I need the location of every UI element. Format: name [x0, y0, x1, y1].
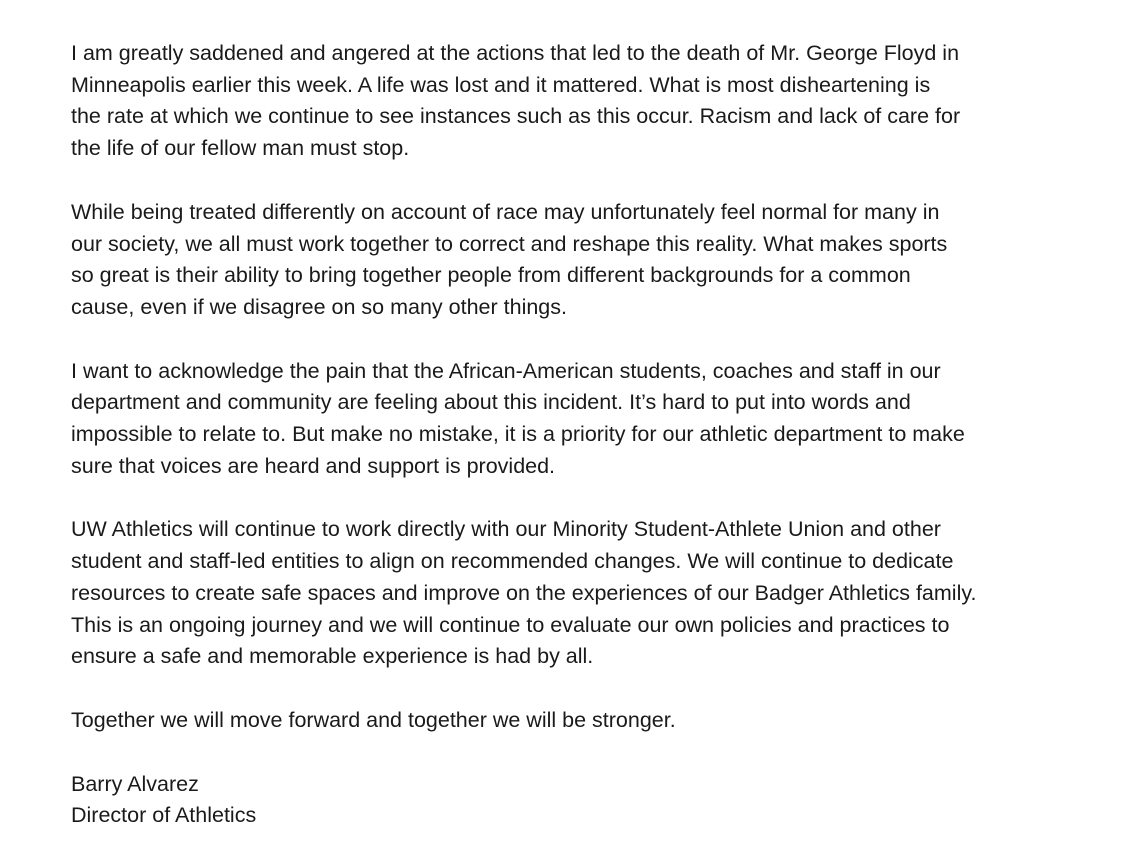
text-line: the life of our fellow man must stop.	[71, 136, 410, 161]
text-line: department and community are feeling about this incident. It’s hard to put into words and	[71, 390, 911, 415]
paragraph-society	[71, 197, 1111, 324]
text-line: I am greatly saddened and angered at the actions that led to the death of Mr. George Floyd in	[71, 41, 960, 65]
signature-title: Director of Athletics	[71, 803, 257, 828]
text-line: sure that voices are heard and support is provided.	[71, 453, 556, 478]
text-line: resources to create safe spaces and improve on the experiences of our Badger Athletics family.	[71, 580, 977, 605]
text-line: While being treated differently on account of race may unfortunately feel normal for many in	[71, 199, 940, 224]
text-line: cause, even if we disagree on so many other things.	[71, 294, 567, 319]
text-line: ensure a safe and memorable experience is had by all.	[71, 644, 594, 669]
text-line: the rate at which we continue to see instances such as this occur. Racism and lack of care for	[71, 104, 961, 129]
paragraph-acknowledgement	[71, 356, 1111, 483]
text-line: our society, we all must work together to correct and reshape this reality. What makes sports	[71, 231, 948, 256]
text-line: UW Athletics will continue to work directly with our Minority Student-Athlete Union and other	[71, 517, 941, 542]
text-line: Minneapolis earlier this week. A life was lost and it mattered. What is most disheartening is	[71, 72, 931, 97]
paragraph-uw-athletics	[71, 514, 1111, 673]
text-line: Together we will move forward and together we will be stronger.	[71, 707, 676, 732]
signature-name: Barry Alvarez	[71, 771, 199, 796]
paragraph-closing	[71, 705, 1111, 737]
text-line: impossible to relate to. But make no mistake, it is a priority for our athletic department to make	[71, 422, 965, 447]
signature-block	[71, 769, 1111, 832]
text-line: I want to acknowledge the pain that the African-American students, coaches and staff in our	[71, 358, 941, 383]
text-line: student and staff-led entities to align on recommended changes. We will continue to dedicate	[71, 549, 954, 574]
paragraph-george-floyd	[71, 38, 1111, 165]
text-line: so great is their ability to bring together people from different backgrounds for a common	[71, 263, 911, 288]
statement-letter	[71, 38, 1111, 832]
text-line: This is an ongoing journey and we will continue to evaluate our own policies and practices to	[71, 612, 950, 637]
